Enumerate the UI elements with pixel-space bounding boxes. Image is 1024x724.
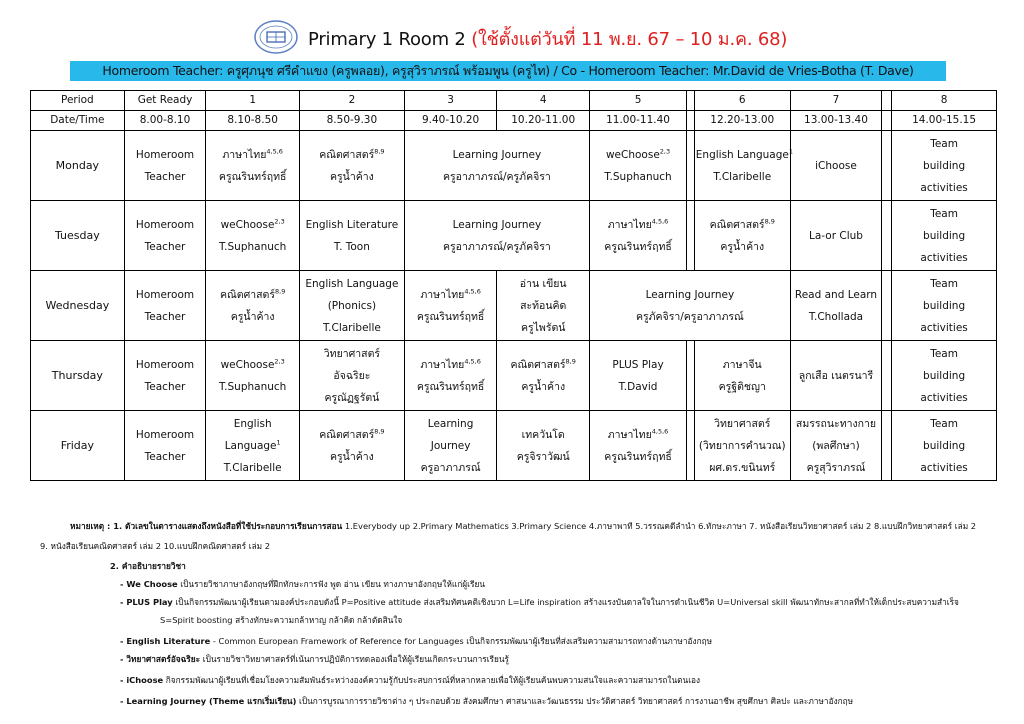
row-tuesday	[31, 201, 997, 271]
cell-plus-play: PLUS Play T.David	[590, 341, 687, 411]
note-wechoose: - We Choose เป็นรายวิชาภาษาอังกฤษที่ฝึกทักษะการฟัง พูด อ่าน เขียน ทางภาษาอังกฤษให้แก่ผู้เรียน	[120, 579, 485, 589]
cell-team-building: Team building activities	[892, 201, 997, 271]
cell-taekwondo: เทควันโด ครูจิราวัฒน์	[497, 411, 590, 481]
note-books-line-1: หมายเหตุ : 1. ตัวเลขในตารางแสดงถึงหนังสือที่ใช้ประกอบการเรียนการสอน 1.Everybody up 2.Primary Mathematics 3.Primary Science 4.ภาษาพาที 5.วรรณคดีลำนำ 6.ทักษะภาษา 7. หนังสือเรียนวิทยาศาสตร์ เล่ม 2 8.แบบฝึกวิทยาศาสตร์ เล่ม 2	[70, 521, 977, 531]
spacer-cell	[882, 411, 892, 481]
spacer-cell	[882, 201, 892, 271]
spacer-cell	[882, 91, 892, 111]
school-logo	[254, 20, 298, 54]
cell-math: คณิตศาสตร์$^{8,9}$ ครูน้ำค้าง	[694, 201, 790, 271]
cell-scout: ลูกเสือ เนตรนารี	[790, 341, 882, 411]
note-science: - วิทยาศาสตร์อัจฉริยะ เป็นรายวิชาวิทยาศาสตร์ที่เน้นการปฏิบัติการทดลองเพื่อให้ผู้เรียนเกิดกระบวนการเรียนรู้	[120, 654, 510, 664]
time-row	[31, 111, 997, 131]
period-6: 6	[694, 91, 790, 111]
cell-math: คณิตศาสตร์$^{8,9}$ ครูน้ำค้าง	[300, 131, 405, 201]
day-monday: Monday	[31, 131, 125, 201]
page-title: Primary 1 Room 2 (ใช้ตั้งแต่วันที่ 11 พ.ย. 67 – 10 ม.ค. 68)	[308, 29, 788, 50]
day-tuesday: Tuesday	[31, 201, 125, 271]
day-wednesday: Wednesday	[31, 271, 125, 341]
cell-english-language: English Language$^1$ T.Claribelle	[694, 131, 790, 201]
spacer-cell	[882, 111, 892, 131]
cell-wechoose: weChoose$^{2,3}$ T.Suphanuch	[590, 131, 687, 201]
period-label: Period	[31, 91, 125, 111]
cell-team-building: Team building activities	[892, 271, 997, 341]
row-monday	[31, 131, 997, 201]
cell-reading-writing: อ่าน เขียน สะท้อนคิด ครูไพรัตน์	[497, 271, 590, 341]
row-friday	[31, 411, 997, 481]
cell-chinese: ภาษาจีน ครูฐิติชญา	[694, 341, 790, 411]
datetime-label: Date/Time	[31, 111, 125, 131]
period-5: 5	[590, 91, 687, 111]
period-7: 7	[790, 91, 882, 111]
cell-math: คณิตศาสตร์$^{8,9}$ ครูน้ำค้าง	[206, 271, 300, 341]
spacer-cell	[687, 411, 695, 481]
spacer-cell	[687, 111, 695, 131]
cell-english-language-phonics: English Language (Phonics) T.Claribelle	[300, 271, 405, 341]
note-learning-journey: - Learning Journey (Theme แรกเริ่มเรียน) เป็นการบูรณาการรายวิชาต่าง ๆ ประกอบด้วย สังคมศึกษา ศาสนาและวัฒนธรรม ประวัติศาสตร์ วิทยาศาสตร์ การงานอาชีพ สุขศึกษา ศิลปะ และภาษาอังกฤษ	[120, 696, 854, 706]
cell-learning-journey: Learning Journey ครูภัคจิรา/ครูอาภาภรณ์	[590, 271, 791, 341]
spacer-cell	[882, 271, 892, 341]
note-ichoose: - iChoose กิจกรรมพัฒนาผู้เรียนที่เชื่อมโยงความสัมพันธ์ระหว่างองค์ความรู้กับประสบการณ์ที่หลากหลายเพื่อให้ผู้เรียนค้นพบความสนใจและความสามารถในตนเอง	[120, 675, 701, 685]
spacer-cell	[687, 91, 695, 111]
cell-wechoose: weChoose$^{2,3}$ T.Suphanuch	[206, 201, 300, 271]
time-4: 10.20-11.00	[497, 111, 590, 131]
spacer-cell	[882, 341, 892, 411]
note-books-line-2: 9. หนังสือเรียนคณิตศาสตร์ เล่ม 2 10.แบบฝึกคณิตศาสตร์ เล่ม 2	[40, 541, 271, 551]
cell-math: คณิตศาสตร์$^{8,9}$ ครูน้ำค้าง	[300, 411, 405, 481]
cell-team-building: Team building activities	[892, 341, 997, 411]
time-get-ready: 8.00-8.10	[124, 111, 206, 131]
cell-thai: ภาษาไทย$^{4,5,6}$ ครูณรินทร์ฤทธิ์	[404, 341, 497, 411]
spacer-cell	[687, 201, 695, 271]
cell-math: คณิตศาสตร์$^{8,9}$ ครูน้ำค้าง	[497, 341, 590, 411]
cell-thai: ภาษาไทย$^{4,5,6}$ ครูณรินทร์ฤทธิ์	[590, 201, 687, 271]
note-plus-play: - PLUS Play เป็นกิจกรรมพัฒนาผู้เรียนตามองค์ประกอบดังนี้ P=Positive attitude ส่งเสริมทัศนคติเชิงบวก L=Life inspiration สร้างแรงบันดาลใจในการดำเนินชีวิต U=Universal skill พัฒนาทักษะสากลที่ทำให้เด็กประสบความสำเร็จ	[120, 597, 959, 607]
cell-thai: ภาษาไทย$^{4,5,6}$ ครูณรินทร์ฤทธิ์	[590, 411, 687, 481]
note-english-literature: - English Literature - Common European Framework of Reference for Languages เป็นกิจกรรมพัฒนาผู้เรียนที่ส่งเสริมความสามารถทางด้านภาษาอังกฤษ	[120, 636, 713, 646]
cell-ichoose: iChoose	[790, 131, 882, 201]
time-8: 14.00-15.15	[892, 111, 997, 131]
cell-learning-journey: Learning Journey ครูอาภาภรณ์	[404, 411, 497, 481]
row-wednesday	[31, 271, 997, 341]
time-5: 11.00-11.40	[590, 111, 687, 131]
cell-science: วิทยาศาสตร์ อัจฉริยะ ครูณัฏฐรัตน์	[300, 341, 405, 411]
cell-homeroom: Homeroom Teacher	[124, 131, 206, 201]
cell-physical-education: สมรรถนะทางกาย (พลศึกษา) ครูสุวิราภรณ์	[790, 411, 882, 481]
note-plus-play-2: S=Spirit boosting สร้างทักษะความกล้าหาญ กล้าคิด กล้าตัดสินใจ	[160, 615, 403, 625]
cell-wechoose: weChoose$^{2,3}$ T.Suphanuch	[206, 341, 300, 411]
cell-computing-science: วิทยาศาสตร์ (วิทยาการคำนวณ) ผศ.ดร.ขนินทร์	[694, 411, 790, 481]
cell-homeroom: Homeroom Teacher	[124, 341, 206, 411]
cell-learning-journey: Learning Journey ครูอาภาภรณ์/ครูภัคจิรา	[404, 131, 589, 201]
spacer-cell	[687, 341, 695, 411]
timetable	[30, 90, 997, 481]
period-row	[31, 91, 997, 111]
note-heading-2: 2. คำอธิบายรายวิชา	[110, 561, 186, 571]
time-7: 13.00-13.40	[790, 111, 882, 131]
cell-homeroom: Homeroom Teacher	[124, 271, 206, 341]
period-3: 3	[404, 91, 497, 111]
day-thursday: Thursday	[31, 341, 125, 411]
cell-homeroom: Homeroom Teacher	[124, 201, 206, 271]
cell-learning-journey: Learning Journey ครูอาภาภรณ์/ครูภัคจิรา	[404, 201, 589, 271]
homeroom-teacher-bar: Homeroom Teacher: ครูศุภนุช ศรีคำแขง (ครูพลอย), ครูสุวิราภรณ์ พร้อมพูน (ครูไท) / Co - Homeroom Teacher: Mr.David de Vries-Botha (T. Dave)	[70, 61, 946, 81]
time-6: 12.20-13.00	[694, 111, 790, 131]
cell-english-literature: English Literature T. Toon	[300, 201, 405, 271]
period-8: 8	[892, 91, 997, 111]
row-thursday	[31, 341, 997, 411]
period-2: 2	[300, 91, 405, 111]
date-range: (ใช้ตั้งแต่วันที่ 11 พ.ย. 67 – 10 ม.ค. 68)	[471, 29, 788, 50]
cell-team-building: Team building activities	[892, 131, 997, 201]
cell-thai: ภาษาไทย$^{4,5,6}$ ครูณรินทร์ฤทธิ์	[404, 271, 497, 341]
cell-read-and-learn: Read and Learn T.Chollada	[790, 271, 882, 341]
time-1: 8.10-8.50	[206, 111, 300, 131]
time-3: 9.40-10.20	[404, 111, 497, 131]
cell-thai: ภาษาไทย$^{4,5,6}$ ครูณรินทร์ฤทธิ์	[206, 131, 300, 201]
time-2: 8.50-9.30	[300, 111, 405, 131]
day-friday: Friday	[31, 411, 125, 481]
period-1: 1	[206, 91, 300, 111]
spacer-cell	[882, 131, 892, 201]
spacer-cell	[687, 131, 695, 201]
cell-laor-club: La-or Club	[790, 201, 882, 271]
period-get-ready: Get Ready	[124, 91, 206, 111]
cell-english-language: English Language$^1$ T.Claribelle	[206, 411, 300, 481]
cell-team-building: Team building activities	[892, 411, 997, 481]
cell-homeroom: Homeroom Teacher	[124, 411, 206, 481]
period-4: 4	[497, 91, 590, 111]
